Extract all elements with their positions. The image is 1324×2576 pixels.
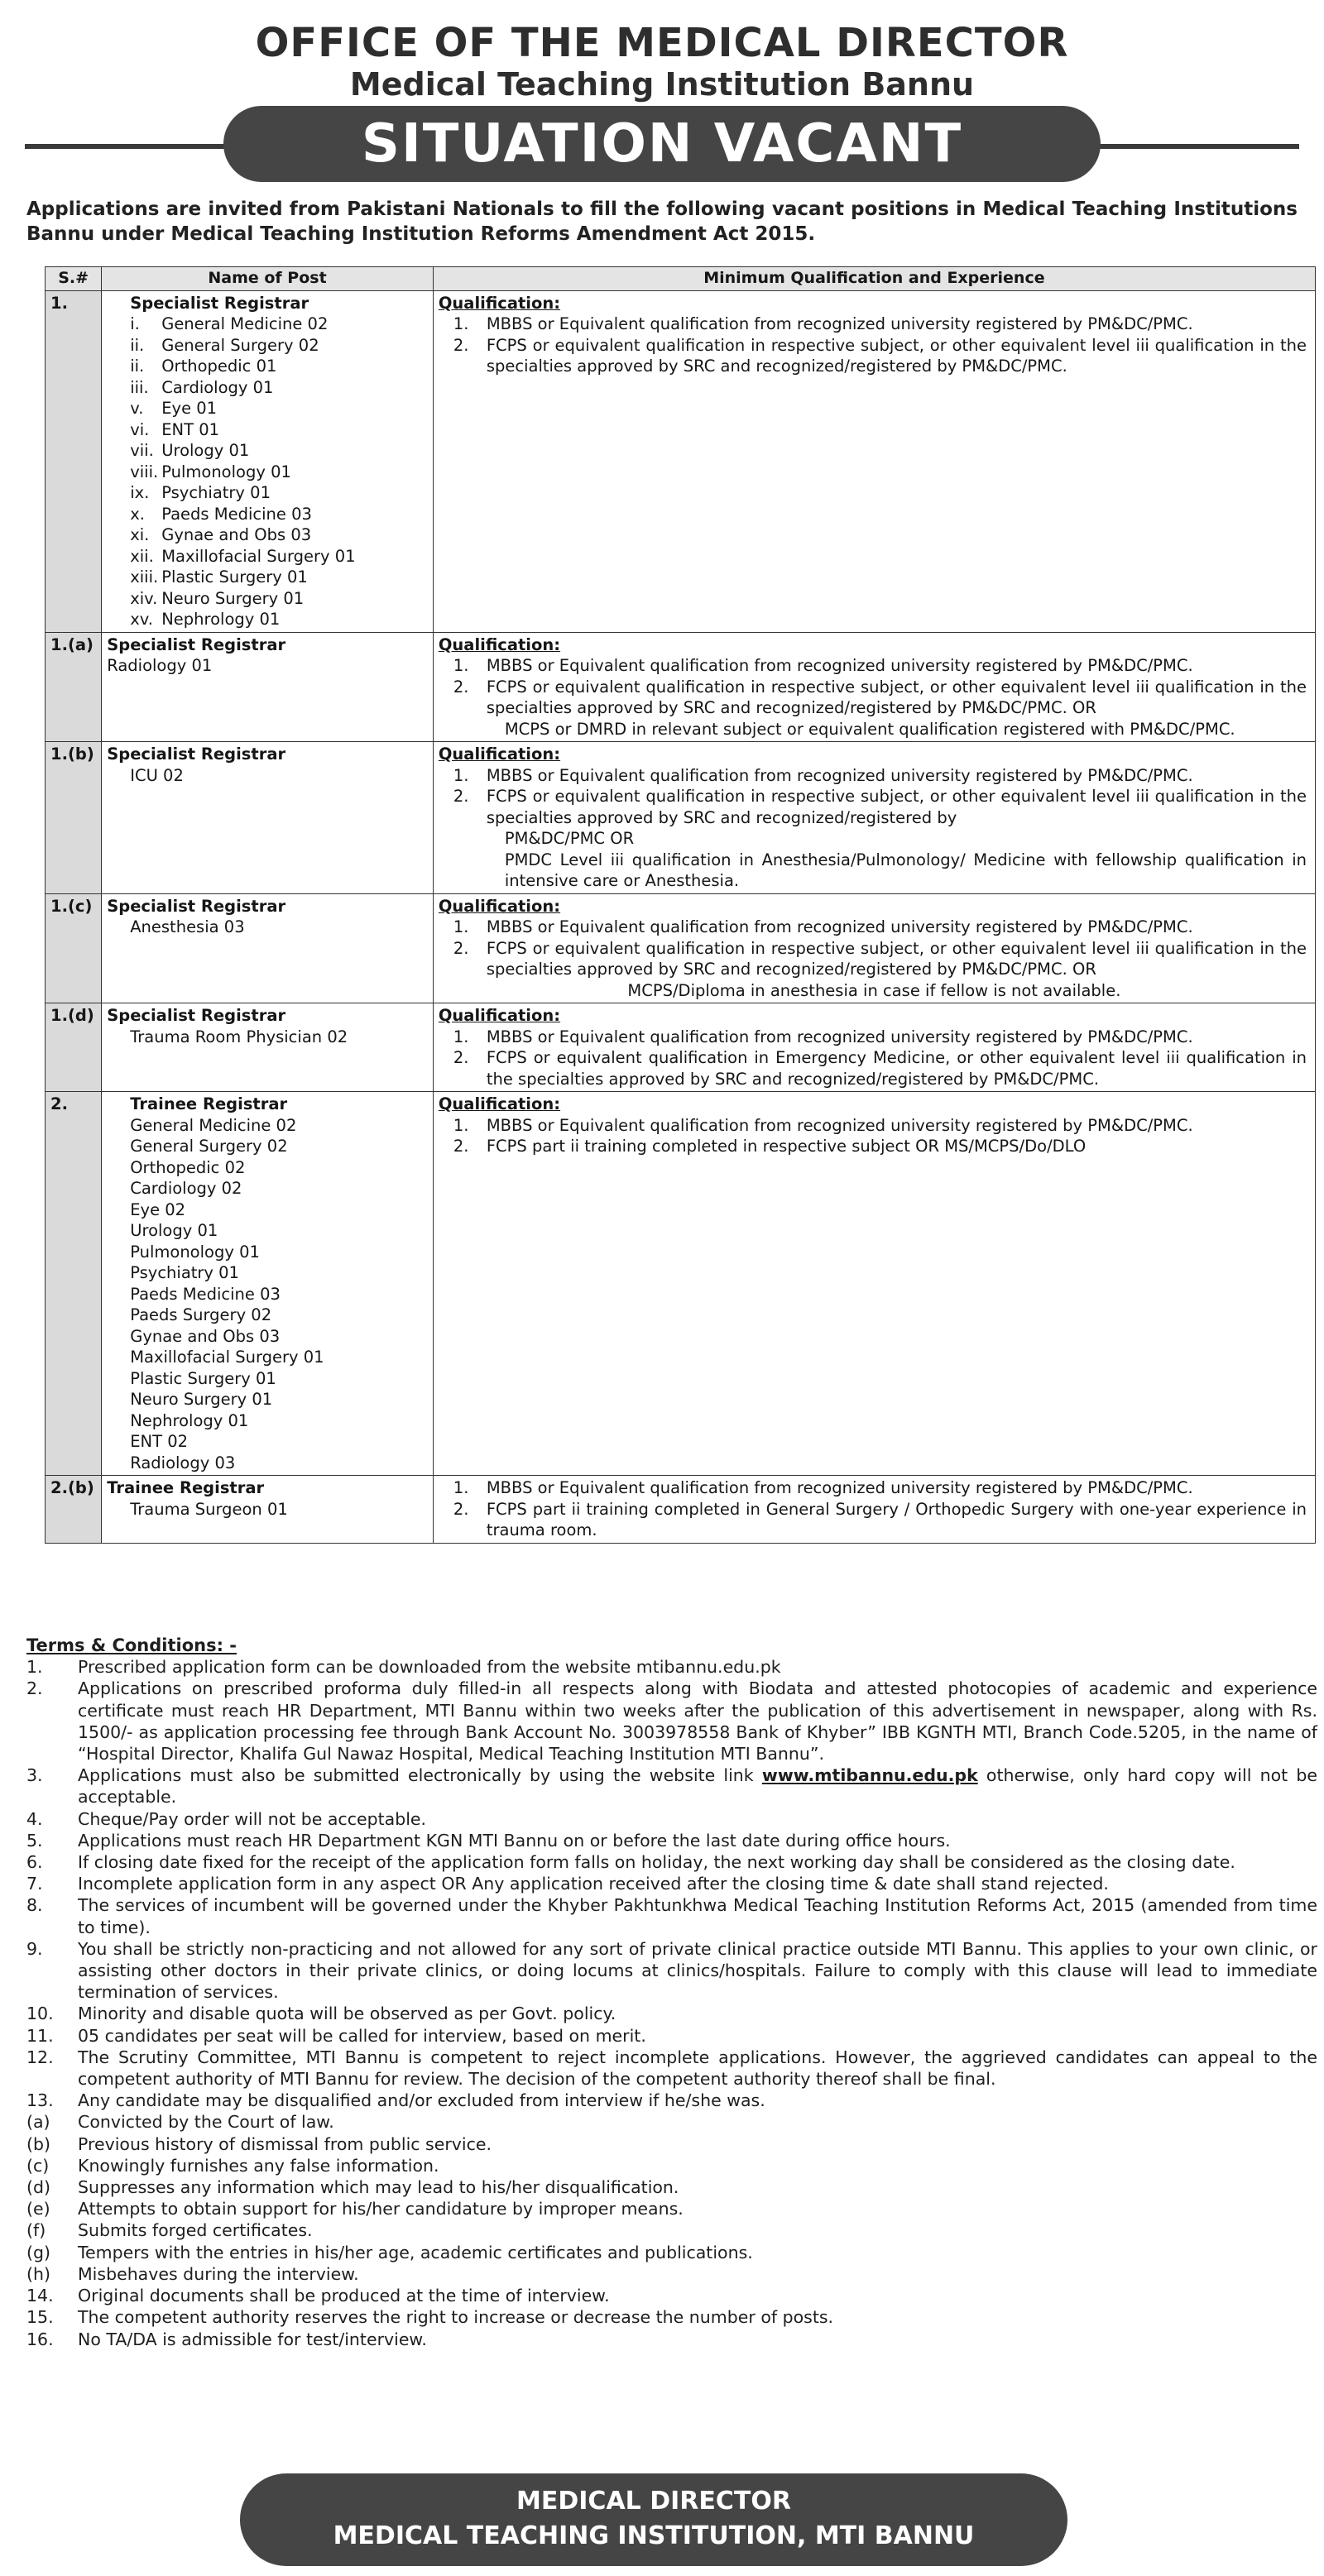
qualification-label: Qualification: bbox=[438, 1094, 561, 1113]
post-item-numeral: xiii. bbox=[130, 567, 159, 587]
post-item-name: Pulmonology 01 bbox=[161, 462, 291, 481]
terms-item-number: 6. bbox=[26, 1852, 43, 1873]
terms-item-text: Applications must reach HR Department KGN MTI Bannu on or before the last date during office hours. bbox=[78, 1830, 951, 1851]
qualification-text: FCPS or equivalent qualification in respective subject, or other equivalent level iii qualification in the specialties approved by SRC and recognized/registered by PM&DC/PMC. bbox=[486, 335, 1307, 376]
terms-item-text: Original documents shall be produced at the time of interview. bbox=[78, 2286, 610, 2306]
post-item: Paeds Surgery 02 bbox=[130, 1305, 272, 1324]
post-item-name: Eye 01 bbox=[161, 399, 218, 418]
qualification-text: FCPS part ii training completed in General Surgery / Orthopedic Surgery with one-year experience in trauma room. bbox=[486, 1499, 1307, 1539]
qualification-label: Qualification: bbox=[438, 293, 561, 313]
post-item-numeral: ii. bbox=[130, 357, 145, 376]
post-item bbox=[107, 524, 428, 546]
post-item bbox=[107, 567, 428, 588]
post-item-name: Orthopedic 01 bbox=[161, 357, 277, 376]
post-title: Specialist Registrar bbox=[107, 1006, 286, 1025]
qualification-label: Qualification: bbox=[438, 1006, 561, 1025]
qualification-number: 2. bbox=[453, 1137, 469, 1156]
qualification-number: 2. bbox=[453, 1048, 469, 1067]
post-item bbox=[107, 482, 428, 504]
terms-item-number: 3. bbox=[26, 1765, 43, 1786]
terms-item bbox=[26, 2133, 1317, 2155]
qualification-text: MBBS or Equivalent qualification from recognized university registered by PM&DC/PMC. bbox=[486, 1478, 1193, 1497]
terms-item-number: 4. bbox=[26, 1808, 43, 1829]
terms-item-text: You shall be strictly non-practicing and not allowed for any sort of private clinical practice outside MTI Bannu. This applies to your own clinic, or assisting other doctors in their private clinics, or doing locums at clinics/hospitals. Failure to comply with this clause will lead to immediate termination of services. bbox=[78, 1938, 1317, 2003]
post-item-name: General Surgery 02 bbox=[161, 335, 319, 355]
post-title: Specialist Registrar bbox=[130, 293, 309, 313]
terms-item-number: 16. bbox=[26, 2329, 54, 2349]
post-cell bbox=[102, 1476, 434, 1544]
vacancy-table-body bbox=[46, 290, 1316, 1543]
qualification-item bbox=[439, 1136, 1310, 1157]
terms-item-text: Previous history of dismissal from public service. bbox=[78, 2133, 492, 2154]
post-item bbox=[107, 609, 428, 630]
terms-item bbox=[26, 2198, 1317, 2219]
post-name: Trauma Room Physician 02 bbox=[130, 1027, 348, 1046]
post-item: Psychiatry 01 bbox=[130, 1263, 239, 1282]
qualification-item bbox=[439, 938, 1310, 980]
post-item: Plastic Surgery 01 bbox=[130, 1368, 276, 1388]
website-link[interactable]: www.mtibannu.edu.pk bbox=[761, 1765, 978, 1786]
qualification-cell bbox=[433, 1476, 1315, 1544]
qualification-number: 1. bbox=[453, 1027, 469, 1046]
post-item bbox=[107, 462, 428, 483]
post-item bbox=[107, 588, 428, 610]
serial-cell: 1.(d) bbox=[46, 1003, 102, 1092]
terms-item bbox=[26, 1830, 1317, 1851]
terms-item-number: (f) bbox=[26, 2220, 46, 2241]
vacancy-table bbox=[45, 266, 1316, 1544]
footer-line-1: MEDICAL DIRECTOR bbox=[516, 2487, 791, 2516]
qualification-text: MBBS or Equivalent qualification from recognized university registered by PM&DC/PMC. bbox=[486, 917, 1193, 936]
qualification-label: Qualification: bbox=[438, 896, 561, 916]
table-row bbox=[46, 893, 1316, 1003]
qualification-text: FCPS or equivalent qualification in Emergency Medicine, or other equivalent level iii qualification in the specialties approved by SRC and recognized/registered by PM&DC/PMC. bbox=[486, 1048, 1307, 1089]
terms-item-number: 1. bbox=[26, 1657, 43, 1678]
terms-item bbox=[26, 2047, 1317, 2090]
qualification-number: 1. bbox=[453, 917, 469, 936]
terms-item-number: (d) bbox=[26, 2177, 51, 2198]
post-item-numeral: iii. bbox=[130, 377, 149, 397]
post-item bbox=[107, 314, 428, 335]
qualification-text: FCPS or equivalent qualification in respective subject, or other equivalent level iii qualification in the specialties approved by SRC and recognized/registered by bbox=[486, 787, 1307, 827]
post-name: Trauma Surgeon 01 bbox=[130, 1499, 288, 1519]
post-item: Cardiology 02 bbox=[130, 1179, 242, 1198]
terms-item-text: Submits forged certificates. bbox=[78, 2220, 313, 2241]
serial-cell: 1. bbox=[46, 290, 102, 632]
qualification-item bbox=[439, 1027, 1310, 1048]
qualification-item bbox=[439, 314, 1310, 335]
terms-item-number: (g) bbox=[26, 2242, 51, 2262]
terms-item bbox=[26, 2242, 1317, 2263]
post-cell bbox=[102, 632, 434, 742]
post-item-numeral: xii. bbox=[130, 546, 154, 566]
post-cell bbox=[102, 290, 434, 632]
qualification-number: 1. bbox=[453, 1478, 469, 1497]
post-item: Orthopedic 02 bbox=[130, 1157, 246, 1177]
post-item: Urology 01 bbox=[130, 1221, 218, 1240]
post-item-numeral: ii. bbox=[130, 335, 145, 355]
table-header-row bbox=[46, 267, 1316, 291]
terms-item-text: Attempts to obtain support for his/her candidature by improper means. bbox=[78, 2199, 684, 2219]
terms-item-text: Any candidate may be disqualified and/or excluded from interview if he/she was. bbox=[78, 2090, 765, 2111]
post-cell bbox=[102, 742, 434, 894]
terms-item-text: Suppresses any information which may lead to his/her disqualification. bbox=[78, 2177, 679, 2198]
terms-item-text: Misbehaves during the interview. bbox=[78, 2263, 359, 2284]
table-row bbox=[46, 1476, 1316, 1544]
serial-cell: 1.(b) bbox=[46, 742, 102, 894]
post-item-numeral: xiv. bbox=[130, 588, 158, 608]
terms-item-text: The competent authority reserves the right to increase or decrease the number of posts. bbox=[78, 2307, 834, 2328]
qualification-item bbox=[439, 1499, 1310, 1541]
terms-item-text: 05 candidates per seat will be called for interview, based on merit. bbox=[78, 2025, 646, 2046]
table-row bbox=[46, 1003, 1316, 1092]
qualification-text: MBBS or Equivalent qualification from recognized university registered by PM&DC/PMC. bbox=[486, 765, 1193, 785]
table-row bbox=[46, 632, 1316, 742]
terms-item bbox=[26, 2263, 1317, 2285]
post-item-name: Cardiology 01 bbox=[161, 377, 274, 397]
qualification-number: 1. bbox=[453, 765, 469, 785]
post-item: Neuro Surgery 01 bbox=[130, 1390, 273, 1409]
terms-item-number: (e) bbox=[26, 2199, 50, 2219]
post-item-name: Urology 01 bbox=[161, 441, 250, 460]
qualification-number: 1. bbox=[453, 1115, 469, 1135]
post-item: ENT 02 bbox=[130, 1432, 189, 1451]
post-title: Trainee Registrar bbox=[107, 1478, 265, 1497]
terms-item bbox=[26, 2090, 1317, 2111]
terms-item-number: 5. bbox=[26, 1830, 43, 1851]
post-name: Radiology 01 bbox=[107, 656, 213, 675]
qualification-item bbox=[439, 1477, 1310, 1499]
terms-item-text-part: Applications must also be submitted electronically by using the website link bbox=[78, 1765, 762, 1786]
post-cell bbox=[102, 1092, 434, 1476]
terms-item-number: 2. bbox=[26, 1678, 43, 1699]
table-row bbox=[46, 1092, 1316, 1476]
terms-item bbox=[26, 1873, 1317, 1894]
footer-signature bbox=[240, 2473, 1067, 2566]
qualification-number: 2. bbox=[453, 938, 469, 958]
terms-item-text: Incomplete application form in any aspect OR Any application received after the closing time & date shall stand rejected. bbox=[78, 1874, 1109, 1894]
qualification-item bbox=[439, 1115, 1310, 1137]
header-serial: S.# bbox=[46, 267, 102, 291]
qualification-alternative: MCPS or DMRD in relevant subject or equivalent qualification registered with PM&DC/PMC. bbox=[504, 719, 1235, 739]
post-item-name: Paeds Medicine 03 bbox=[161, 504, 312, 524]
terms-item-number: 15. bbox=[26, 2307, 54, 2328]
post-item-name: Nephrology 01 bbox=[161, 610, 281, 629]
terms-item bbox=[26, 2003, 1317, 2024]
post-item bbox=[107, 356, 428, 377]
qualification-text: FCPS or equivalent qualification in respective subject, or other equivalent level iii qualification in the specialties approved by SRC and recognized/registered by PM&DC/PMC. OR bbox=[486, 677, 1307, 717]
post-item: Gynae and Obs 03 bbox=[130, 1326, 281, 1346]
terms-item-text-part: otherwise, only hard copy will not be acceptable. bbox=[78, 1765, 1317, 1808]
terms-item-text: Knowingly furnishes any false information. bbox=[78, 2155, 439, 2176]
serial-cell: 1.(a) bbox=[46, 632, 102, 742]
terms-item bbox=[26, 2025, 1317, 2047]
post-item-name: ENT 01 bbox=[161, 419, 220, 439]
terms-item-text: The Scrutiny Committee, MTI Bannu is competent to reject incomplete applications. However, the aggrieved candidates can appeal to the competent authority of MTI Bannu for review. The decision of the competent authority thereof shall be final. bbox=[78, 2047, 1317, 2090]
table-row bbox=[46, 290, 1316, 632]
post-item: General Surgery 02 bbox=[130, 1137, 288, 1156]
intro-paragraph: Applications are invited from Pakistani Nationals to fill the following vacant positions in Medical Teaching Institutions Bannu under Medical Teaching Institution Reforms Amendment Act 2015. bbox=[26, 199, 1298, 245]
qualification-item bbox=[439, 917, 1310, 938]
qualification-label: Qualification: bbox=[438, 634, 561, 654]
institution-name: Medical Teaching Institution Bannu bbox=[349, 66, 975, 103]
post-item-name: Psychiatry 01 bbox=[161, 483, 271, 502]
terms-item-text: Minority and disable quota will be observed as per Govt. policy. bbox=[78, 2004, 616, 2024]
post-item-name: General Medicine 02 bbox=[161, 314, 329, 333]
qualification-label: Qualification: bbox=[438, 745, 561, 764]
post-name: Anesthesia 03 bbox=[130, 917, 245, 936]
serial-cell: 2.(b) bbox=[46, 1476, 102, 1544]
terms-section bbox=[26, 1635, 1317, 2350]
post-item bbox=[107, 377, 428, 399]
footer-line-2: MEDICAL TEACHING INSTITUTION, MTI BANNU bbox=[333, 2521, 975, 2550]
qualification-text: MBBS or Equivalent qualification from recognized university registered by PM&DC/PMC. bbox=[486, 314, 1193, 333]
terms-item-text: No TA/DA is admissible for test/interview. bbox=[78, 2329, 427, 2349]
qualification-number: 2. bbox=[453, 1499, 469, 1519]
post-item: Radiology 03 bbox=[130, 1453, 236, 1472]
post-item bbox=[107, 440, 428, 462]
terms-item bbox=[26, 1894, 1317, 1937]
terms-item bbox=[26, 2176, 1317, 2198]
serial-cell: 2. bbox=[46, 1092, 102, 1476]
header bbox=[0, 20, 1324, 185]
post-cell bbox=[102, 893, 434, 1003]
terms-item-number: (a) bbox=[26, 2112, 50, 2133]
office-title: OFFICE OF THE MEDICAL DIRECTOR bbox=[255, 20, 1069, 66]
situation-vacant-banner: SITUATION VACANT bbox=[223, 106, 1101, 182]
terms-item-number: 10. bbox=[26, 2004, 54, 2024]
qualification-number: 2. bbox=[453, 335, 469, 355]
terms-item-number: 11. bbox=[26, 2025, 54, 2046]
terms-item bbox=[26, 1851, 1317, 1873]
terms-item bbox=[26, 2306, 1317, 2328]
post-item-numeral: vii. bbox=[130, 441, 154, 460]
qualification-text: FCPS or equivalent qualification in respective subject, or other equivalent level iii qualification in the specialties approved by SRC and recognized/registered by PM&DC/PMC. OR bbox=[486, 938, 1307, 979]
qualification-text: MBBS or Equivalent qualification from recognized university registered by PM&DC/PMC. bbox=[486, 656, 1193, 675]
qualification-cell bbox=[433, 893, 1315, 1003]
qualification-text: MBBS or Equivalent qualification from recognized university registered by PM&DC/PMC. bbox=[486, 1115, 1193, 1135]
qualification-or: PM&DC/PMC OR bbox=[504, 829, 635, 848]
post-title: Specialist Registrar bbox=[107, 896, 286, 916]
post-item bbox=[107, 419, 428, 441]
qualification-text: MBBS or Equivalent qualification from recognized university registered by PM&DC/PMC. bbox=[486, 1027, 1193, 1046]
terms-item-text: Cheque/Pay order will not be acceptable. bbox=[78, 1808, 427, 1829]
terms-item bbox=[26, 2285, 1317, 2306]
qualification-item bbox=[439, 765, 1310, 787]
terms-item-number: 13. bbox=[26, 2090, 54, 2111]
post-item-numeral: ix. bbox=[130, 483, 150, 502]
header-post: Name of Post bbox=[102, 267, 434, 291]
post-name: ICU 02 bbox=[130, 765, 184, 785]
post-item: Paeds Medicine 03 bbox=[130, 1284, 281, 1304]
post-item-name: Gynae and Obs 03 bbox=[161, 525, 312, 544]
qualification-alternative: PMDC Level iii qualification in Anesthesia/Pulmonology/ Medicine with fellowship qualification in intensive care or Anesthesia. bbox=[504, 850, 1307, 890]
terms-item-number: 8. bbox=[26, 1895, 43, 1916]
qualification-number: 1. bbox=[453, 656, 469, 675]
table-row bbox=[46, 742, 1316, 894]
qualification-cell bbox=[433, 290, 1315, 632]
terms-item-text: Convicted by the Court of law. bbox=[78, 2112, 334, 2133]
terms-item bbox=[26, 2219, 1317, 2241]
terms-item-number: (b) bbox=[26, 2133, 51, 2154]
post-item: General Medicine 02 bbox=[130, 1115, 297, 1135]
terms-item-number: 9. bbox=[26, 1938, 43, 1959]
terms-item bbox=[26, 1656, 1317, 1678]
qualification-item bbox=[439, 1047, 1310, 1089]
terms-list bbox=[26, 1656, 1317, 2350]
qualification-cell bbox=[433, 632, 1315, 742]
terms-item-number: (h) bbox=[26, 2263, 50, 2284]
post-item-numeral: v. bbox=[130, 399, 144, 418]
header-qualification: Minimum Qualification and Experience bbox=[433, 267, 1315, 291]
post-title: Specialist Registrar bbox=[107, 634, 286, 654]
terms-item-text: If closing date fixed for the receipt of the application form falls on holiday, the next working day shall be considered as the closing date. bbox=[78, 1852, 1235, 1873]
qualification-number: 1. bbox=[453, 314, 469, 333]
terms-item bbox=[26, 1764, 1317, 1808]
terms-title: Terms & Conditions: - bbox=[26, 1635, 237, 1655]
post-item-name: Neuro Surgery 01 bbox=[161, 588, 305, 608]
post-item-numeral: viii. bbox=[130, 462, 159, 481]
post-item-numeral: xi. bbox=[130, 525, 150, 544]
post-item-numeral: i. bbox=[130, 314, 140, 333]
terms-item bbox=[26, 1678, 1317, 1764]
post-item: Pulmonology 01 bbox=[130, 1242, 260, 1262]
post-item-numeral: vi. bbox=[130, 419, 150, 439]
post-item bbox=[107, 546, 428, 567]
post-title: Specialist Registrar bbox=[107, 745, 286, 764]
terms-item-number: 7. bbox=[26, 1874, 43, 1894]
terms-item-number: (c) bbox=[26, 2155, 50, 2176]
serial-cell: 1.(c) bbox=[46, 893, 102, 1003]
post-cell bbox=[102, 1003, 434, 1092]
banner-block bbox=[25, 106, 1299, 185]
post-item-name: Plastic Surgery 01 bbox=[161, 567, 308, 587]
terms-item-text: Applications on prescribed proforma duly filled-in all respects along with Biodata and attested photocopies of academic and experience certificate must reach HR Department, MTI Bannu within two weeks after the publication of this advertisement in newspaper, along with Rs. 1500/- as application processing fee through Bank Account No. 3003978558 Bank of Khyber” IBB KGNTH MTI, Branch Code.5205, in the name of “Hospital Director, Khalifa Gul Nawaz Hospital, Medical Teaching Institution MTI Bannu”. bbox=[78, 1678, 1317, 1764]
post-item-numeral: x. bbox=[130, 504, 145, 524]
terms-item bbox=[26, 2111, 1317, 2133]
terms-item-text: The services of incumbent will be governed under the Khyber Pakhtunkhwa Medical Teaching Institution Reforms Act, 2015 (amended from time to time). bbox=[78, 1895, 1317, 1937]
terms-item bbox=[26, 1808, 1317, 1830]
qualification-item bbox=[439, 335, 1310, 377]
post-item bbox=[107, 398, 428, 419]
qualification-number: 2. bbox=[453, 787, 469, 806]
post-item-numeral: xv. bbox=[130, 610, 153, 629]
qualification-item bbox=[439, 677, 1310, 719]
post-item: Eye 02 bbox=[130, 1199, 186, 1219]
qualification-alternative: MCPS/Diploma in anesthesia in case if fellow is not available. bbox=[627, 980, 1121, 1000]
terms-item-text: Tempers with the entries in his/her age, academic certificates and publications. bbox=[78, 2242, 753, 2262]
qualification-cell bbox=[433, 1003, 1315, 1092]
qualification-text: FCPS part ii training completed in respective subject OR MS/MCPS/Do/DLO bbox=[486, 1137, 1087, 1156]
qualification-cell bbox=[433, 1092, 1315, 1476]
qualification-number: 2. bbox=[453, 677, 469, 697]
post-title: Trainee Registrar bbox=[130, 1094, 288, 1113]
qualification-item bbox=[439, 786, 1310, 828]
post-item: Maxillofacial Surgery 01 bbox=[130, 1348, 324, 1367]
post-item bbox=[107, 504, 428, 525]
post-item bbox=[107, 335, 428, 357]
post-item: Nephrology 01 bbox=[130, 1410, 249, 1430]
terms-item-number: 14. bbox=[26, 2286, 54, 2306]
terms-item-number: 12. bbox=[26, 2047, 54, 2067]
terms-item-text bbox=[78, 1764, 1317, 1808]
terms-item-text: Prescribed application form can be downloaded from the website mtibannu.edu.pk bbox=[78, 1657, 781, 1678]
terms-item bbox=[26, 1938, 1317, 2004]
post-item-name: Maxillofacial Surgery 01 bbox=[161, 546, 356, 566]
terms-item bbox=[26, 2155, 1317, 2176]
terms-item bbox=[26, 2329, 1317, 2350]
qualification-item bbox=[439, 655, 1310, 677]
qualification-cell bbox=[433, 742, 1315, 894]
